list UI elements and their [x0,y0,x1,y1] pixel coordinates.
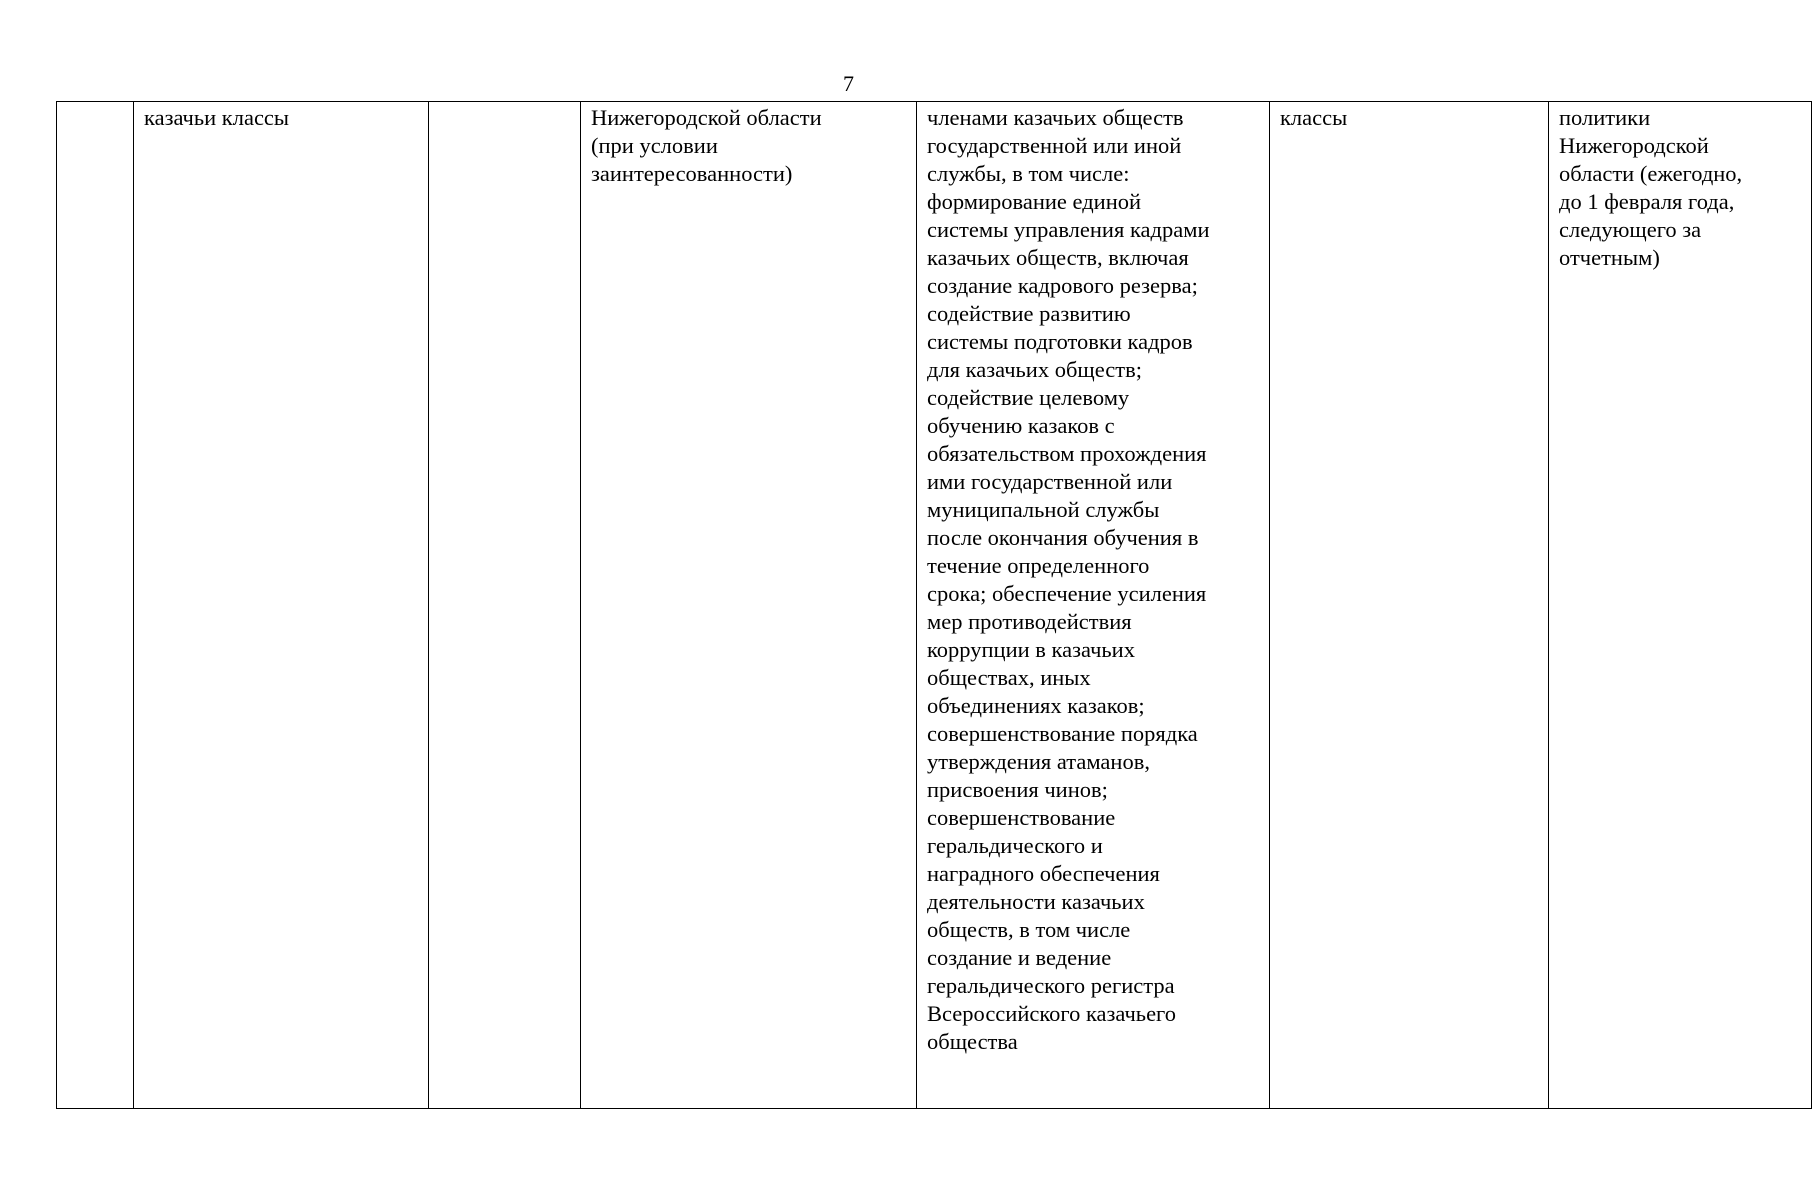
table-row [57,102,1812,1109]
page-number: 7 [843,71,854,96]
table-cell-deadline [429,102,581,1109]
table-cell-measure: казачьи классы [134,102,429,1109]
document-table [56,101,1812,1109]
table-cell-executors: Нижегородской области (при условии заинтересованности) [581,102,917,1109]
table-cell-result: классы [1270,102,1549,1109]
table-cell-number [57,102,134,1109]
table-cell-directions: членами казачьих обществ государственной или иной службы, в том числе: формирование единой системы управления кадрами казачьих обществ, включая создание кадрового резерва; содействие развитию системы подготовки кадров для казачьих обществ; содействие целевому обучению казаков с обязательством прохождения ими государственной или муниципальной службы после окончания обучения в течение определенного срока; обеспечение усиления мер противодействия коррупции в казачьих обществах, иных объединениях казаков; совершенствование порядка утверждения атаманов, присвоения чинов; совершенствование геральдического и наградного обеспечения деятельности казачьих обществ, в том числе создание и ведение геральдического регистра Всероссийского казачьего общества [917,102,1270,1109]
table-cell-report: политики Нижегородской области (ежегодно, до 1 февраля года, следующего за отчетным) [1549,102,1812,1109]
